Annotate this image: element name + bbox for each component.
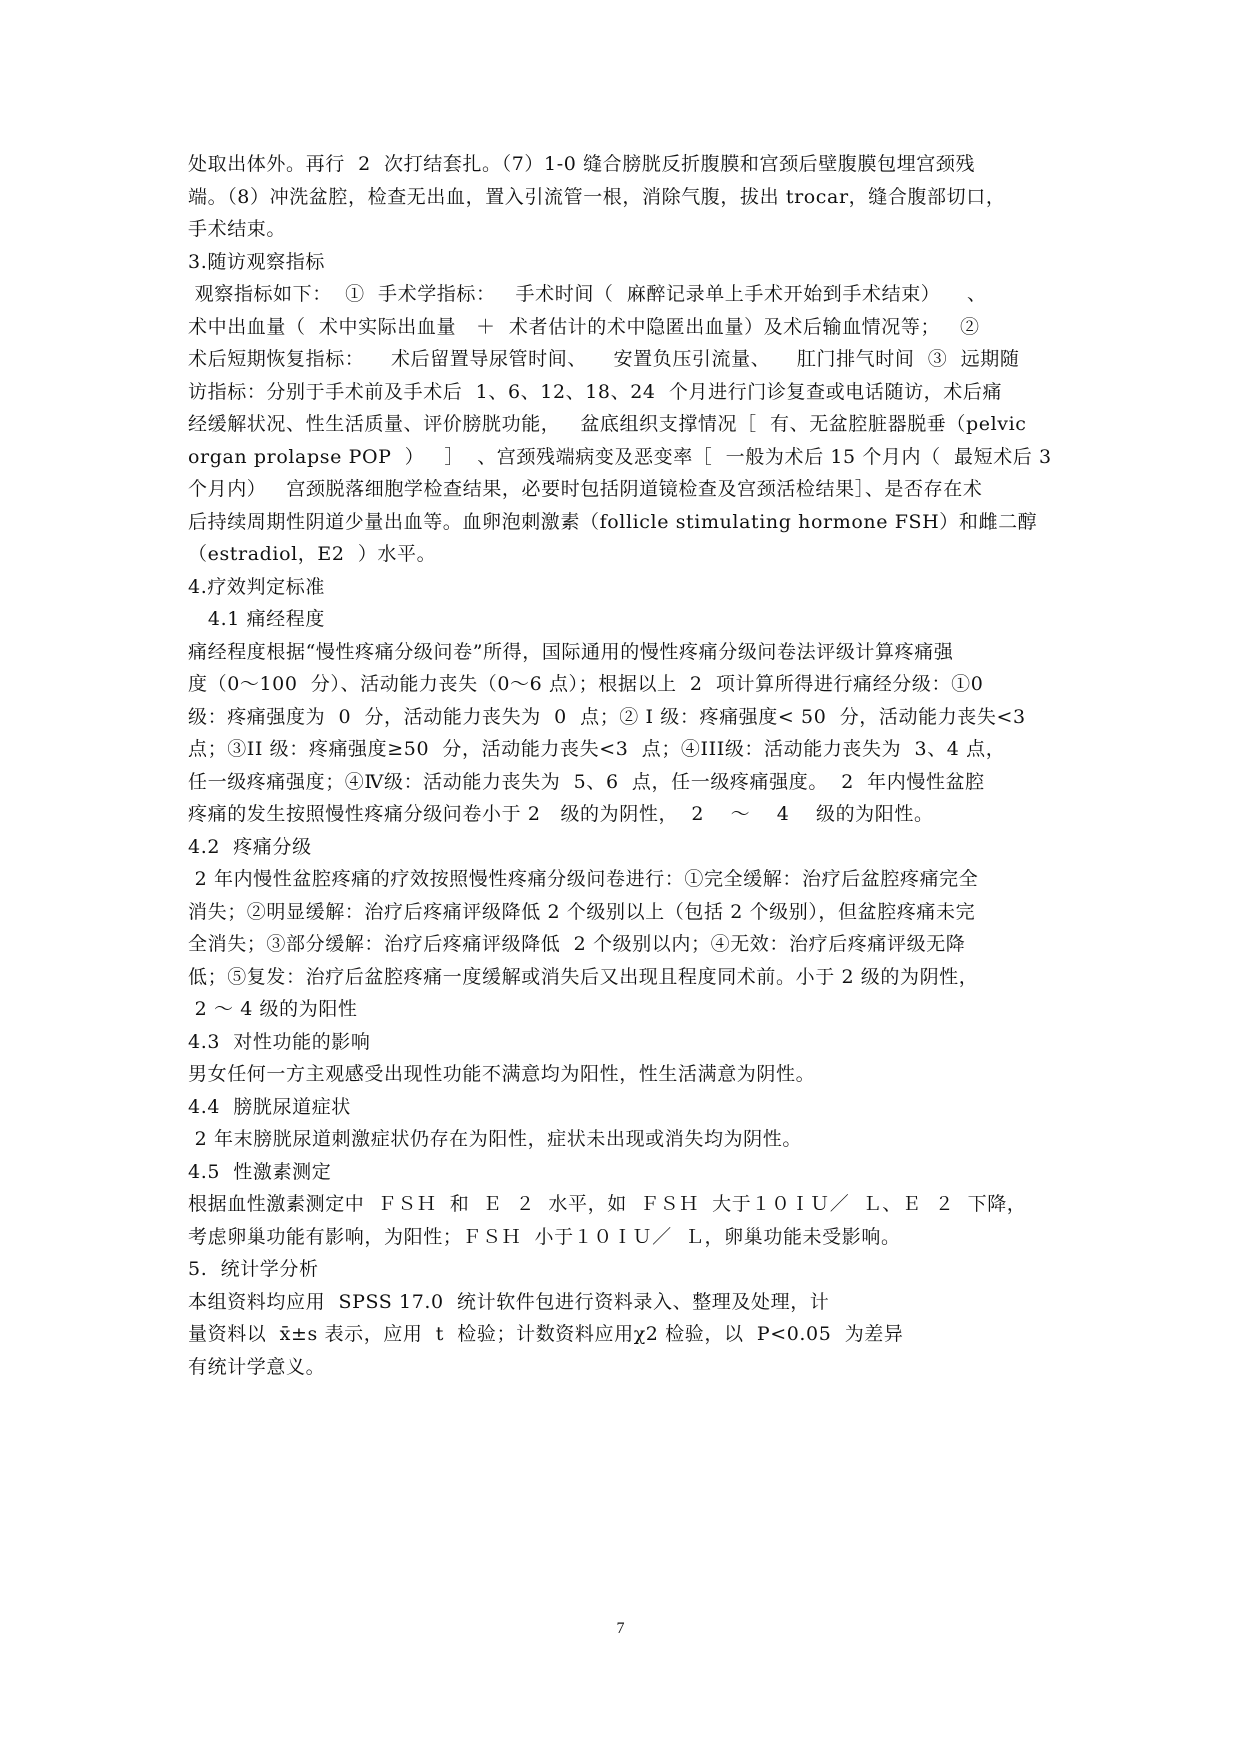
text-line: 处取出体外。再行 2 次打结套扎。（7）1-0 缝合膀胱反折腹膜和宫颈后壁腹膜包埋宫颈残 bbox=[188, 153, 976, 175]
text-line: 消失；②明显缓解：治疗后疼痛评级降低 2 个级别以上（包括 2 个级别），但盆腔疼痛未完 bbox=[188, 900, 976, 923]
text-line: 任一级疼痛强度；④Ⅳ级：活动能力丧失为 5、6 点，任一级疼痛强度。 2 年内慢性盆腔 bbox=[188, 770, 985, 793]
text-line: 端。（8）冲洗盆腔，检查无出血，置入引流管一根，消除气腹，拔出 trocar，缝合腹部切口， bbox=[188, 185, 1006, 208]
text-line: 全消失；③部分缓解：治疗后疼痛评级降低 2 个级别以内；④无效：治疗后疼痛评级无降 bbox=[188, 933, 966, 955]
text-line: 点；③II 级：疼痛强度≥50 分，活动能力丧失<3 点；④III级：活动能力丧失为 3、4 点， bbox=[188, 738, 1006, 760]
subsection-heading: 4.1 痛经程度 bbox=[188, 608, 325, 630]
text-line: 经缓解状况、性生活质量、评价膀胱功能， 盆底组织支撑情况［ 有、无盆腔脏器脱垂（pelvic bbox=[188, 413, 1027, 435]
subsection-heading: 4.3 对性功能的影响 bbox=[188, 1030, 371, 1053]
text-line: 有统计学意义。 bbox=[188, 1355, 326, 1378]
text-line: 2 ～ 4 级的为阳性 bbox=[188, 998, 358, 1020]
text-line: 量资料以 x̄±s 表示，应用 t 检验；计数资料应用χ2 检验，以 P<0.05 为差异 bbox=[188, 1323, 904, 1345]
text-line: 观察指标如下： ① 手术学指标： 手术时间（ 麻醉记录单上手术开始到手术结束） 、 bbox=[188, 283, 987, 305]
text-line: 疼痛的发生按照慢性疼痛分级问卷小于 2 级的为阴性， 2 ～ 4 级的为阳性。 bbox=[188, 803, 934, 825]
section-heading: 4.疗效判定标准 bbox=[188, 575, 325, 598]
text-line: 本组资料均应用 SPSS 17.0 统计软件包进行资料录入、整理及处理，计 bbox=[188, 1290, 830, 1313]
text-line: 男女任何一方主观感受出现性功能不满意均为阳性，性生活满意为阴性。 bbox=[188, 1063, 816, 1085]
text-line: 痛经程度根据“慢性疼痛分级问卷”所得，国际通用的慢性疼痛分级问卷法评级计算疼痛强 bbox=[188, 640, 954, 663]
text-line: 度（0～100 分）、活动能力丧失（0～6 点）；根据以上 2 项计算所得进行痛经分级：①0 bbox=[188, 673, 984, 695]
document-body bbox=[188, 148, 1088, 1383]
text-line: 术中出血量（ 术中实际出血量 ＋ 术者估计的术中隐匿出血量）及术后输血情况等； ② bbox=[188, 315, 980, 338]
text-line: 级：疼痛强度为 0 分，活动能力丧失为 0 点；② I 级：疼痛强度< 50 分，活动能力丧失<3 bbox=[188, 705, 1026, 728]
text-line: organ prolapse POP ） ］ 、宫颈残端病变及恶变率［ 一般为术后 15 个月内（ 最短术后 3 bbox=[188, 445, 1052, 468]
text-line: 访指标：分别于手术前及手术后 1、6、12、18、24 个月进行门诊复查或电话随访，术后痛 bbox=[188, 380, 1003, 403]
subsection-heading: 4.4 膀胱尿道症状 bbox=[188, 1095, 351, 1118]
section-heading: 5. 统计学分析 bbox=[188, 1258, 319, 1280]
text-line: 考虑卵巢功能有影响，为阳性；ＦＳＨ 小于１０ＩＵ／ Ｌ，卵巢功能未受影响。 bbox=[188, 1225, 901, 1248]
text-line: 个月内） 宫颈脱落细胞学检查结果，必要时包括阴道镜检查及宫颈活检结果］、是否存在术 bbox=[188, 478, 983, 500]
page-number: 7 bbox=[616, 1620, 625, 1637]
text-line: 低；⑤复发：治疗后盆腔疼痛一度缓解或消失后又出现且程度同术前。小于 2 级的为阴性， bbox=[188, 965, 979, 988]
text-line: 术后短期恢复指标： 术后留置导尿管时间、 安置负压引流量、 肛门排气时间 ③ 远期随 bbox=[188, 348, 1020, 370]
section-heading: 3.随访观察指标 bbox=[188, 250, 325, 273]
subsection-heading: 4.5 性激素测定 bbox=[188, 1160, 332, 1183]
text-line: （estradiol，E2 ）水平。 bbox=[188, 543, 437, 565]
text-line: 2 年末膀胱尿道刺激症状仍存在为阳性，症状未出现或消失均为阴性。 bbox=[188, 1128, 802, 1150]
text-line: 手术结束。 bbox=[188, 218, 287, 240]
text-line: 2 年内慢性盆腔疼痛的疗效按照慢性疼痛分级问卷进行：①完全缓解：治疗后盆腔疼痛完全 bbox=[188, 868, 979, 890]
text-line: 后持续周期性阴道少量出血等。血卵泡刺激素（follicle stimulating hormone FSH）和雌二醇 bbox=[188, 510, 1038, 533]
subsection-heading: 4.2 疼痛分级 bbox=[188, 835, 312, 858]
text-line: 根据血性激素测定中 ＦＳＨ 和 Ｅ ２ 水平，如 ＦＳＨ 大于１０ＩＵ／ Ｌ、Ｅ ２ 下降， bbox=[188, 1193, 1027, 1215]
